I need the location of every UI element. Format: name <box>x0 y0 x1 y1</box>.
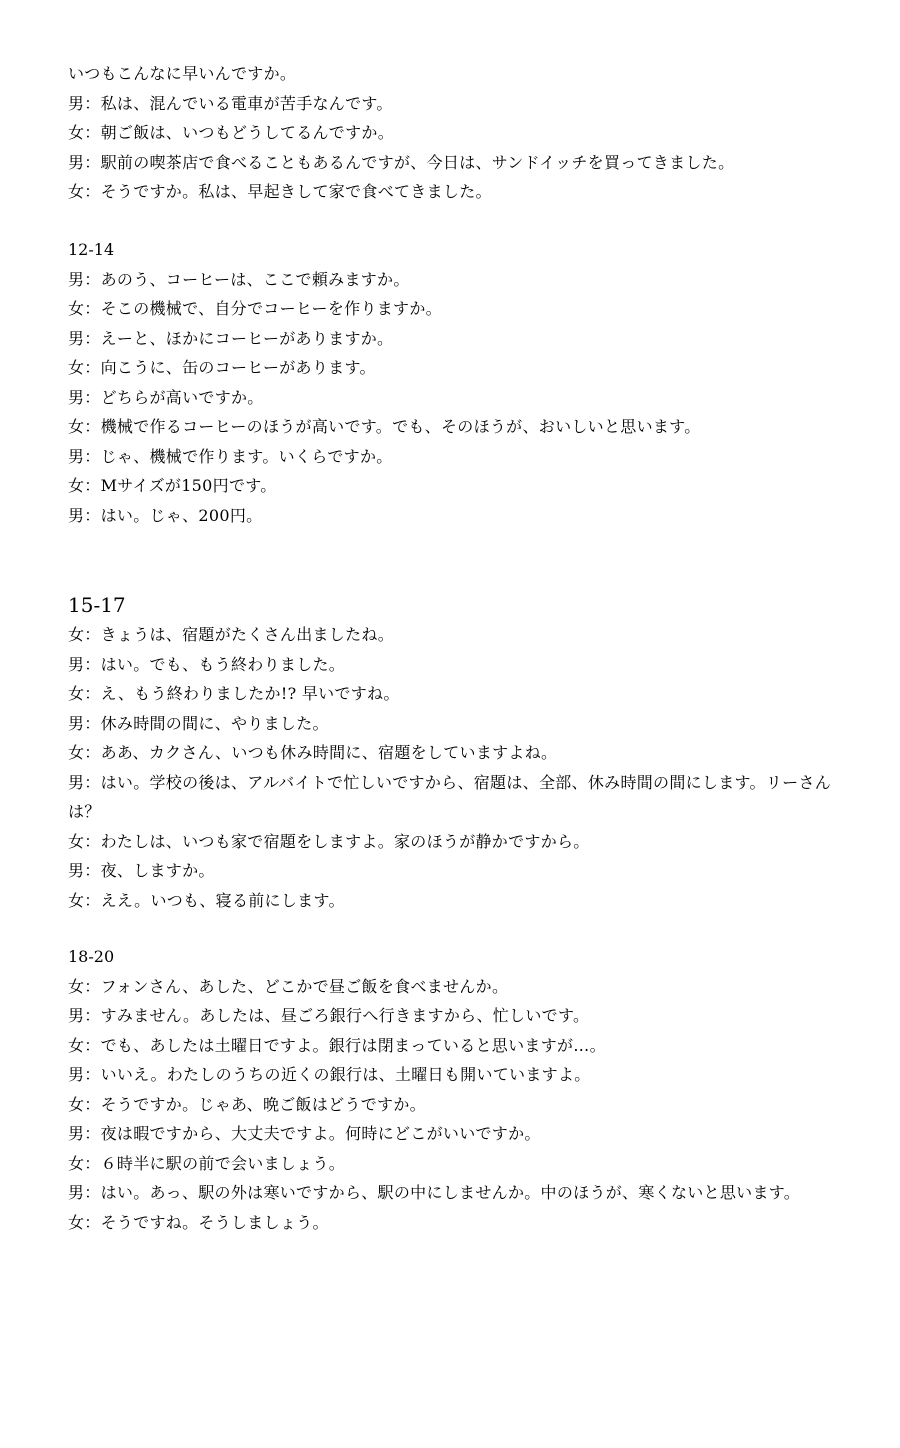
dialogue-line: 男：えーと、ほかにコーヒーがありますか。 <box>68 328 394 348</box>
dialogue-line: 女：機械で作るコーヒーのほうが高いです。でも、そのほうが、おいしいと思います。 <box>68 417 701 436</box>
dialogue-line: 男：はい。でも、もう終わりました。 <box>68 654 346 674</box>
dialogue-section-18-20 <box>68 942 800 1237</box>
dialogue-line: 女：そうですか。私は、早起きして家で食べてきました。 <box>68 182 492 201</box>
dialogue-line: 女：フォンさん、あした、どこかで昼ご飯を食べませんか。 <box>68 976 509 996</box>
dialogue-line: 女：ええ。いつも、寝る前にします。 <box>68 890 345 910</box>
dialogue-section-12-14 <box>68 235 701 530</box>
dialogue-line: 男：私は、混んでいる電車が苦手なんです。 <box>68 93 393 113</box>
dialogue-line: 男：休み時間の間に、やりました。 <box>68 713 329 733</box>
dialogue-line: 女：わたしは、いつも家で宿題をしますよ。家のほうが静かですから。 <box>68 831 590 851</box>
dialogue-section-15-17 <box>68 590 858 915</box>
dialogue-line: 女：そこの機械で、自分でコーヒーを作りますか。 <box>68 299 442 318</box>
section-label: 12-14 <box>68 240 115 259</box>
dialogue-line: 女：そうですか。じゃあ、晩ご飯はどうですか。 <box>68 1094 426 1114</box>
dialogue-line: 男：あのう、コーヒーは、ここで頼みますか。 <box>68 269 410 289</box>
dialogue-line: 女：向こうに、缶のコーヒーがあります。 <box>68 358 376 377</box>
dialogue-line: 女：きょうは、宿題がたくさん出ましたね。 <box>68 625 395 644</box>
dialogue-line: 男：じゃ、機械で作ります。いくらですか。 <box>68 446 393 466</box>
dialogue-line: 男：駅前の喫茶店で食べることもあるんですが、今日は、サンドイッチを買ってきました。 <box>68 152 735 172</box>
dialogue-line: 男：はい。あっ、駅の外は寒いですから、駅の中にしませんか。中のほうが、寒くないと思います。 <box>68 1183 801 1202</box>
dialogue-line: 女：ああ、カクさん、いつも休み時間に、宿題をしていますよね。 <box>68 743 558 762</box>
section-label: 18-20 <box>68 947 115 966</box>
dialogue-line: 女：え、もう終わりましたか!? 早いですね。 <box>68 684 400 703</box>
dialogue-line: 男：夜、しますか。 <box>68 861 215 880</box>
dialogue-line: 男：どちらが高いですか。 <box>68 387 264 407</box>
dialogue-section-continued <box>68 59 734 207</box>
dialogue-line: 女：でも、あしたは土曜日ですよ。銀行は閉まっていると思いますが…。 <box>68 1035 606 1055</box>
dialogue-line: 男：はい。じゃ、200円。 <box>68 505 263 525</box>
dialogue-line: 男：すみません。あしたは、昼ごろ銀行へ行きますから、忙しいです。 <box>68 1006 590 1025</box>
dialogue-line: 男：はい。学校の後は、アルバイトで忙しいですから、宿題は、全部、休み時間の間にします。リーさんは？ <box>68 772 832 821</box>
dialogue-line: 女：そうですね。そうしましょう。 <box>68 1212 329 1232</box>
dialogue-line: いつもこんなに早いんですか。 <box>68 64 297 83</box>
dialogue-line: 女：朝ご飯は、いつもどうしてるんですか。 <box>68 123 395 142</box>
dialogue-line: 男：いいえ。わたしのうちの近くの銀行は、土曜日も開いていますよ。 <box>68 1065 591 1084</box>
section-label: 15-17 <box>68 593 126 617</box>
dialogue-line: 女：Mサイズが150円です。 <box>68 476 277 495</box>
dialogue-line: 男：夜は暇ですから、大丈夫ですよ。何時にどこがいいですか。 <box>68 1124 541 1143</box>
dialogue-line: 女：６時半に駅の前で会いましょう。 <box>68 1153 346 1173</box>
